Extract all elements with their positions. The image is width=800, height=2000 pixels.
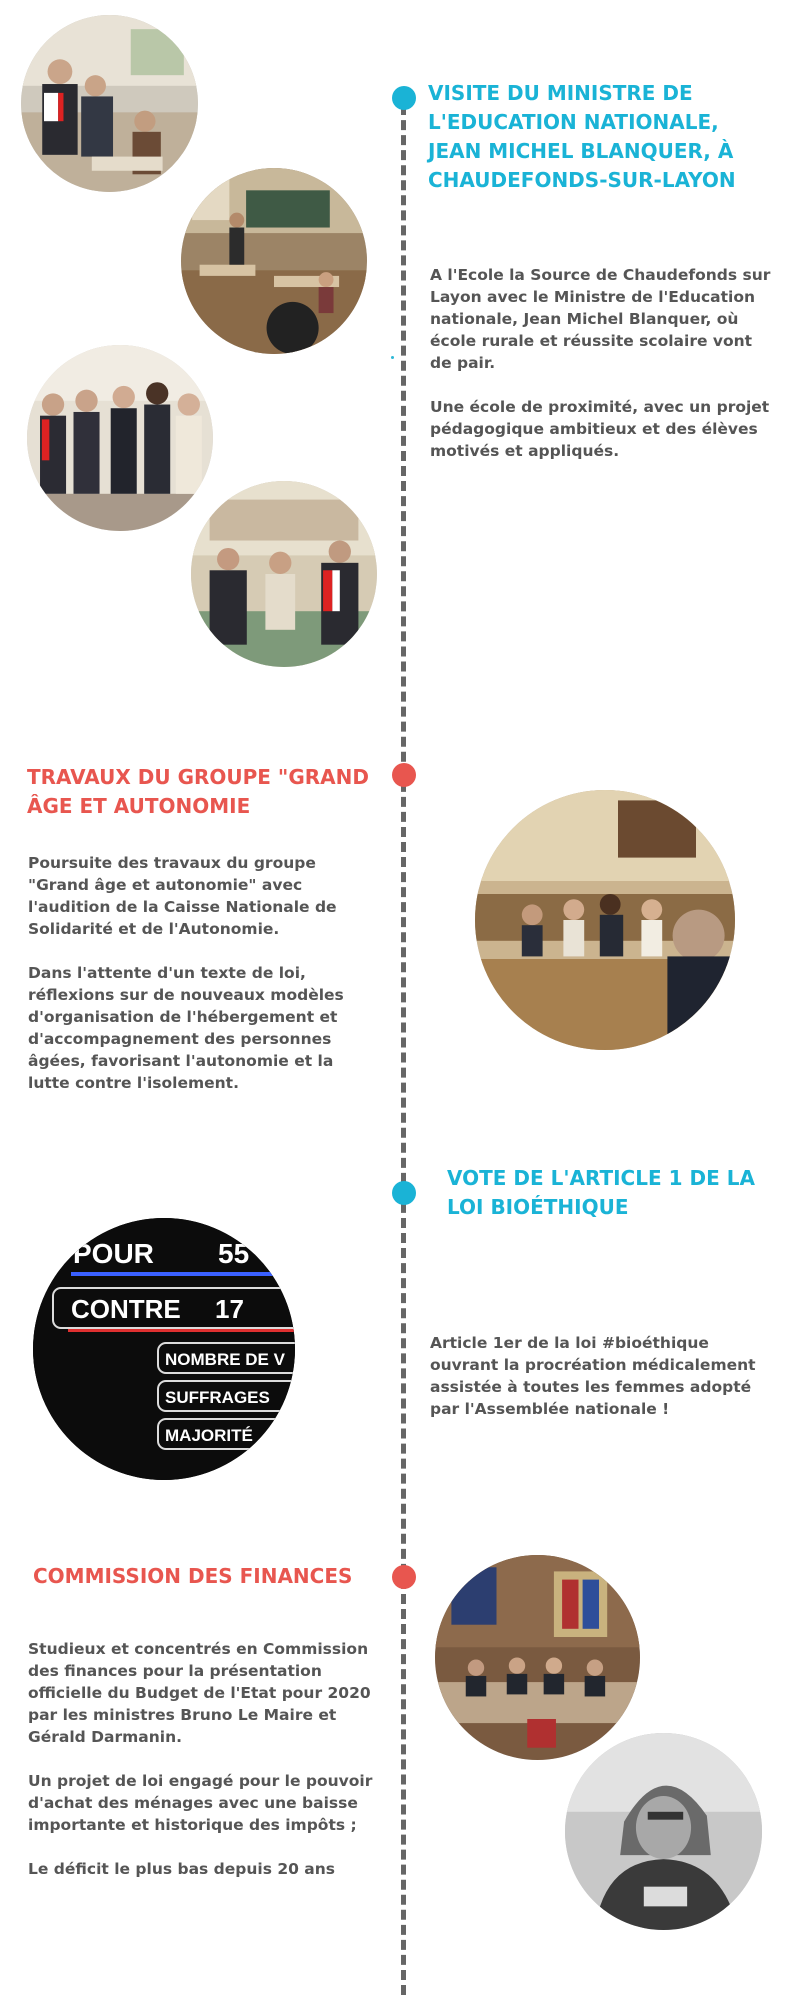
event-1-title: VISITE DU MINISTRE DE L'EDUCATION NATIONALE, JEAN MICHEL BLANQUER, À CHAUDEFONDS-SUR-LAYON: [428, 81, 736, 192]
event-3-title: VOTE DE L'ARTICLE 1 DE LA LOI BIOÉTHIQUE: [447, 1166, 755, 1219]
decorative-dot: [391, 356, 394, 359]
event-4-text: Studieux et concentrés en Commission des finances pour la présentation officielle du Budget de l'Etat pour 2020 par les ministres Bruno Le Maire et Gérald Darmanin. Un projet de loi engagé pour le pouvoir d'achat des ménages avec une baisse importante et historique des impôts ; Le déficit le plus bas depuis 20 ans: [28, 1640, 373, 1878]
event-4-title: COMMISSION DES FINANCES: [33, 1564, 353, 1588]
event-2-title: TRAVAUX DU GROUPE "GRAND ÂGE ET AUTONOMIE: [27, 765, 369, 818]
vote-contre-value: 17: [215, 1294, 244, 1324]
event-1-photo-4: [191, 481, 377, 667]
timeline-dot-2: [392, 763, 416, 787]
vote-pour-value: 55: [218, 1238, 250, 1269]
timeline-dot-3: [392, 1181, 416, 1205]
event-1-photo-3: [27, 345, 213, 531]
timeline-line: [401, 90, 406, 1995]
event-1-text: A l'Ecole la Source de Chaudefonds sur Layon avec le Ministre de l'Education nationale, Jean Michel Blanquer, où école rurale et réussite scolaire vont de pair. Une école de proximité, avec un projet pédagogique ambitieux et des élèves motivés et appliqués.: [430, 266, 771, 460]
event-4-photo-1: [435, 1555, 640, 1760]
event-3-text: Article 1er de la loi #bioéthique ouvrant la procréation médicalement assistée à toutes les femmes adopté par l'Assemblée nationale !: [430, 1334, 756, 1418]
event-2-photo: [475, 790, 735, 1050]
vote-row-3: MAJORITÉ: [165, 1426, 253, 1445]
event-1-photo-1: [21, 15, 198, 192]
timeline-dot-1: [392, 86, 416, 110]
event-2-text: Poursuite des travaux du groupe "Grand âge et autonomie" avec l'audition de la Caisse Nationale de Solidarité et de l'Autonomie. Dans l'attente d'un texte de loi, réflexions sur de nouveaux modèles d'organisation de l'hébergement et d'accompagnement des personnes âgées, favorisant l'autonomie et la lutte contre l'isolement.: [28, 854, 344, 1092]
event-1-photo-2: [181, 168, 367, 354]
timeline-dot-4: [392, 1565, 416, 1589]
vote-contre-label: CONTRE: [71, 1294, 181, 1324]
vote-row-1: NOMBRE DE V: [165, 1350, 285, 1369]
vote-pour-label: POUR: [73, 1238, 154, 1269]
vote-row-2: SUFFRAGES: [165, 1388, 270, 1407]
event-3-vote-board-photo: [33, 1218, 295, 1480]
event-4-photo-2: [565, 1733, 762, 1930]
